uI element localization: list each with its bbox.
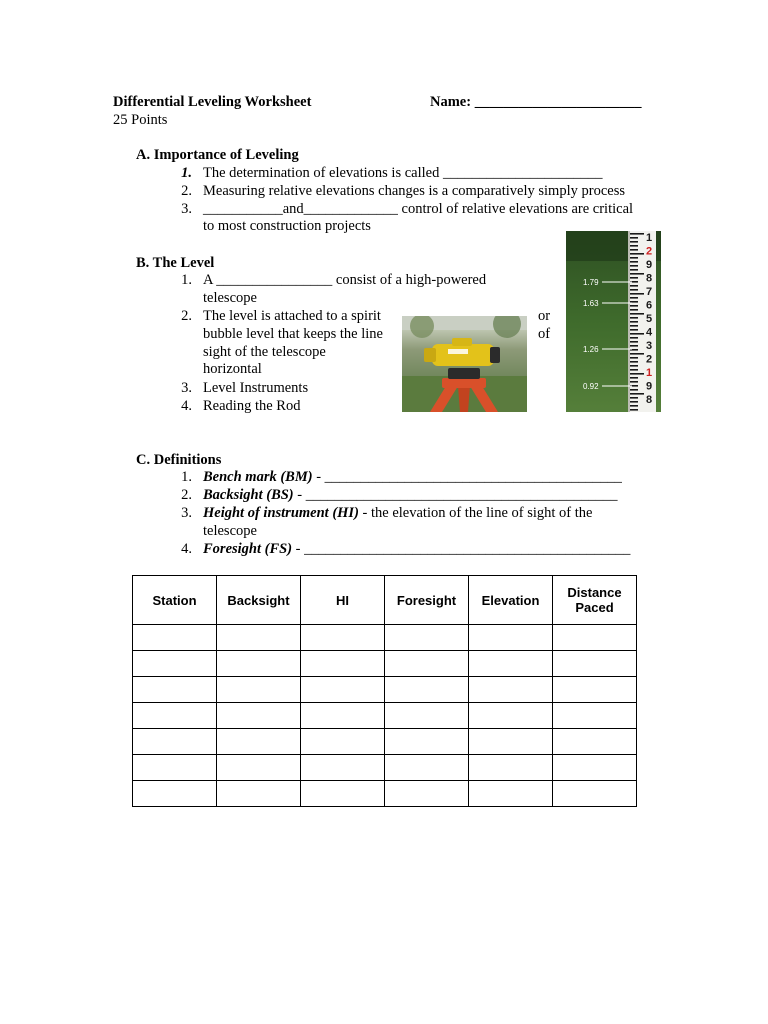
rod-tick [630,297,638,299]
table-cell[interactable] [553,729,637,755]
leveling-rod-photo [566,231,661,412]
level-instrument-photo [402,316,527,412]
table-cell[interactable] [553,677,637,703]
definition-blank[interactable]: - _____________________________________________ [292,541,631,557]
column-header-backsight: Backsight [217,576,301,625]
table-cell[interactable] [385,755,469,781]
rod-tick [630,401,638,403]
table-cell[interactable] [133,781,217,807]
definition-blank[interactable]: - ___________________________________________ [293,487,618,503]
list-item: Measuring relative elevations changes is a comparatively simply process [203,183,625,199]
column-header-hi: HI [301,576,385,625]
table-cell[interactable] [385,703,469,729]
definition-term: Foresight (FS) [203,541,293,557]
rod-tick [630,321,638,323]
rod-tick [630,369,638,371]
table-cell[interactable] [133,651,217,677]
list-item-side-word: or [538,308,551,324]
table-cell[interactable] [217,651,301,677]
list-item-continued: sight of the telescope [203,344,326,360]
rod-tick [630,325,638,327]
rod-tick [630,261,638,263]
leveling-data-table [132,575,637,807]
rod-tick [630,269,638,271]
table-cell[interactable] [133,729,217,755]
list-item-continued: bubble level that keeps the line [203,326,383,342]
section-a-heading: A. Importance of Leveling [136,147,299,163]
rod-digit: 5 [646,313,653,325]
rod-tick [630,245,638,247]
definition-term: Bench mark (BM) [203,469,313,485]
table-cell[interactable] [301,677,385,703]
table-row [133,677,637,703]
rod-tick [630,273,644,275]
table-cell[interactable] [385,781,469,807]
list-item: Level Instruments [203,380,309,396]
table-cell[interactable] [217,703,301,729]
column-header-foresight: Foresight [385,576,469,625]
list-item: A ________________ consist of a high-powered [203,272,487,288]
rod-tick [630,409,638,411]
list-item [203,468,622,486]
name-field[interactable]: Name: _______________________ [430,94,642,110]
rod-reading-label: 1.63 [583,299,599,308]
rod-tick [630,405,638,407]
list-item [203,486,617,504]
table-cell[interactable] [385,677,469,703]
rod-tick [630,313,644,315]
list-item-continued: telescope [203,290,257,306]
table-cell[interactable] [469,677,553,703]
table-cell[interactable] [301,651,385,677]
list-number: 1. [181,165,192,181]
list-item-continued: telescope [203,523,257,539]
table-cell[interactable] [469,703,553,729]
table-cell[interactable] [133,625,217,651]
column-header-station: Station [133,576,217,625]
list-item: The determination of elevations is called ______________________ [203,165,603,181]
list-number: 1. [181,469,192,485]
table-cell[interactable] [301,625,385,651]
rod-digit: 8 [646,394,653,406]
rod-tick [630,333,644,335]
list-number: 3. [181,505,192,521]
rod-tick [630,317,638,319]
rod-tick [630,361,638,363]
rod-digit: 6 [646,299,653,312]
rod-tick [630,337,638,339]
rod-tick [630,241,638,243]
table-cell[interactable] [133,703,217,729]
table-cell[interactable] [301,703,385,729]
table-cell[interactable] [553,755,637,781]
rod-tick [630,289,638,291]
table-row [133,651,637,677]
column-header-distance-paced: Distance Paced [553,576,637,625]
rod-tick [630,329,638,331]
list-number: 4. [181,541,192,557]
table-cell[interactable] [469,755,553,781]
list-item: ___________and_____________ control of relative elevations are critical [203,201,634,217]
rod-digit: 4 [646,326,653,339]
worksheet-title: Differential Leveling Worksheet [113,94,312,110]
list-item-continued: horizontal [203,361,262,377]
table-cell[interactable] [217,729,301,755]
table-cell[interactable] [301,755,385,781]
rod-digit: 7 [646,286,653,298]
table-cell[interactable] [469,781,553,807]
table-cell[interactable] [133,677,217,703]
rod-tick [630,357,638,359]
table-row [133,625,637,651]
list-number: 4. [181,398,192,414]
table-row [133,755,637,781]
rod-tick [630,285,638,287]
rod-digit: 1 [646,232,653,244]
rod-reading-label: 0.92 [583,382,599,391]
rod-digit: 9 [646,259,653,271]
list-number: 1. [181,272,192,288]
rod-digit: 2 [646,353,653,366]
list-item: Reading the Rod [203,398,301,414]
rod-tick [630,309,638,311]
list-number: 3. [181,201,192,217]
rod-tick [630,233,644,235]
table-row [133,729,637,755]
table-row [133,781,637,807]
rod-tick [630,353,644,355]
rod-digit: 9 [646,380,653,393]
table-row [133,703,637,729]
list-item [203,540,630,558]
table-cell[interactable] [301,729,385,755]
rod-tick [630,305,638,307]
list-item-side-word: of [538,326,551,342]
rod-reading-label: 1.79 [583,278,599,287]
table-cell[interactable] [553,651,637,677]
rod-digit: 2 [646,245,653,258]
table-cell[interactable] [301,781,385,807]
list-item-continued: to most construction projects [203,218,371,234]
rod-tick [630,389,638,391]
table-cell[interactable] [217,755,301,781]
rod-digit: 1 [646,367,653,379]
rod-tick [630,253,644,255]
list-number: 3. [181,380,192,396]
rod-tick [630,365,638,367]
table-cell[interactable] [553,625,637,651]
rod-tick [630,345,638,347]
section-c-heading: C. Definitions [136,452,222,468]
list-number: 2. [181,183,192,199]
list-item: The level is attached to a spirit [203,308,381,324]
column-header-elevation: Elevation [469,576,553,625]
table-cell[interactable] [469,651,553,677]
definition-term: Backsight (BS) [203,487,294,503]
table-cell[interactable] [385,729,469,755]
table-cell[interactable] [385,651,469,677]
rod-tick [630,237,638,239]
definition-blank[interactable]: - _________________________________________ [312,469,622,485]
rod-tick [630,377,638,379]
table-cell[interactable] [553,781,637,807]
list-number: 2. [181,308,192,324]
list-number: 2. [181,487,192,503]
rod-digit: 3 [646,340,653,352]
table-cell[interactable] [553,703,637,729]
section-b-heading: B. The Level [136,255,215,271]
rod-tick [630,393,644,395]
rod-tick [630,301,638,303]
rod-reading-label: 1.26 [583,345,599,354]
list-item [203,504,592,522]
table-cell[interactable] [217,677,301,703]
rod-tick [630,397,638,399]
rod-tick [630,277,638,279]
rod-tick [630,341,638,343]
table-cell[interactable] [133,755,217,781]
table-cell[interactable] [469,729,553,755]
rod-tick [630,373,644,375]
table-cell[interactable] [217,625,301,651]
rod-tick [630,249,638,251]
definition-text: - the elevation of the line of sight of the [358,505,593,521]
rod-tick [630,293,644,295]
definition-term: Height of instrument (HI) [203,505,359,521]
rod-digit: 8 [646,272,653,285]
rod-tick [630,381,638,383]
table-cell[interactable] [217,781,301,807]
rod-tick [630,265,638,267]
rod-tick [630,257,638,259]
points-label: 25 Points [113,112,168,128]
table-header-row [133,576,637,625]
table-cell[interactable] [469,625,553,651]
table-cell[interactable] [385,625,469,651]
